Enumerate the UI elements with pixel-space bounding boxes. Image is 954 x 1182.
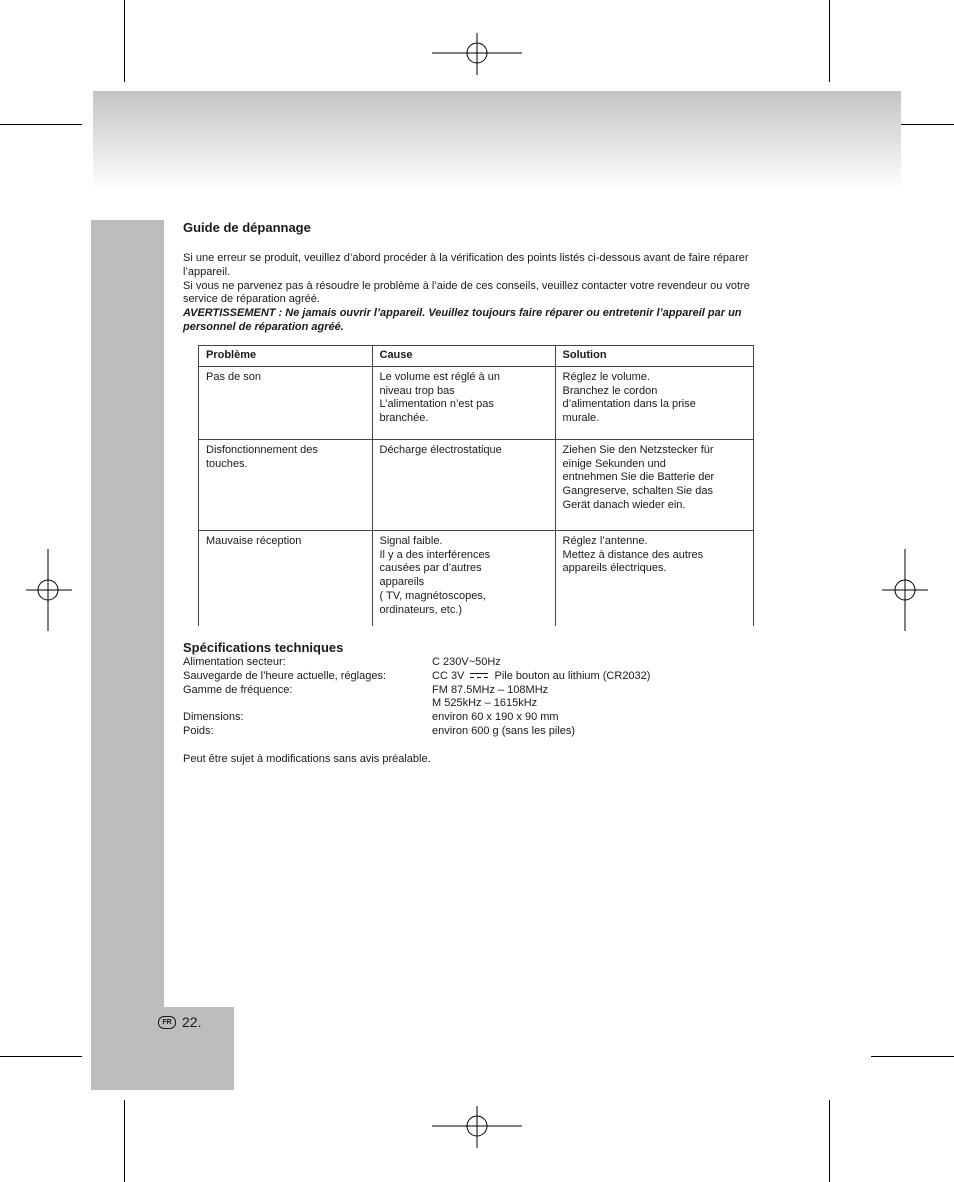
spec-label: Alimentation secteur: bbox=[183, 656, 286, 668]
page-footer bbox=[158, 1014, 201, 1030]
spec-value: Pile bouton au lithium (CR2032) bbox=[494, 669, 651, 682]
crop-mark bbox=[124, 0, 125, 82]
cell-line: L’alimentation n’est pas bbox=[379, 398, 494, 411]
cell-line: appareils électriques. bbox=[562, 562, 667, 575]
spec-row bbox=[183, 697, 783, 711]
cell-problem bbox=[199, 530, 373, 626]
specs-section bbox=[183, 640, 783, 767]
crop-mark bbox=[829, 1100, 830, 1182]
registration-mark-right bbox=[882, 549, 928, 631]
intro-paragraph-2: Si vous ne parvenez pas à résoudre le problème à l’aide de ces conseils, veuillez contacter votre revendeur ou votre service de réparation agréé. bbox=[183, 279, 750, 306]
table-row bbox=[199, 530, 754, 626]
crop-mark bbox=[124, 1100, 125, 1182]
spec-row bbox=[183, 670, 783, 684]
cell-line: ( TV, magnétoscopes, bbox=[379, 589, 486, 602]
cell-line: Le volume est réglé à un bbox=[379, 370, 500, 383]
troubleshooting-section bbox=[183, 220, 783, 335]
cell-problem bbox=[199, 439, 373, 530]
dc-symbol-icon bbox=[470, 672, 488, 679]
spec-value: C 230V~50Hz bbox=[432, 656, 501, 668]
header-solution: Solution bbox=[555, 346, 753, 367]
cell-cause bbox=[372, 439, 555, 530]
warning-text: AVERTISSEMENT : Ne jamais ouvrir l’appareil. Veuillez toujours faire réparer ou entretenir l’appareil par un personnel de réparation agréé. bbox=[183, 307, 742, 333]
cell-line: Gangreserve, schalten Sie das bbox=[562, 485, 713, 498]
spec-label: Poids: bbox=[183, 724, 214, 737]
cell-line: d’alimentation dans la prise bbox=[562, 398, 696, 411]
spec-label: Dimensions: bbox=[183, 711, 244, 724]
cell-line: Il y a des interférences bbox=[379, 548, 491, 561]
crop-mark bbox=[0, 1056, 82, 1057]
cell-line: Disfonctionnement des bbox=[206, 443, 318, 456]
cell-line: Signal faible. bbox=[379, 534, 443, 547]
spec-value: environ 600 g (sans les piles) bbox=[432, 724, 576, 737]
cell-solution bbox=[555, 530, 753, 626]
cell-line: Réglez l’antenne. bbox=[562, 534, 648, 547]
registration-mark-left bbox=[26, 549, 72, 631]
registration-mark-bottom bbox=[432, 1106, 522, 1148]
cell-line: Pas de son bbox=[206, 370, 262, 383]
cell-cause bbox=[372, 530, 555, 626]
intro-paragraph-1: Si une erreur se produit, veuillez d’abord procéder à la vérification des points listés ci-dessous avant de faire réparer l’appareil. bbox=[183, 252, 749, 278]
side-strip bbox=[91, 220, 164, 1090]
header-cause: Cause bbox=[372, 346, 555, 367]
cell-cause bbox=[372, 366, 555, 439]
cell-line: einige Sekunden und bbox=[562, 457, 666, 470]
crop-mark bbox=[0, 124, 82, 125]
cell-line: appareils bbox=[379, 576, 425, 589]
page-number: 22. bbox=[182, 1014, 202, 1030]
spec-value: FM 87.5MHz – 108MHz bbox=[432, 683, 549, 696]
cell-line: Réglez le volume. bbox=[562, 370, 650, 383]
cell-line: Ziehen Sie den Netzstecker für bbox=[562, 443, 714, 456]
specs-note: Peut être sujet à modifications sans avis préalable. bbox=[183, 752, 431, 765]
troubleshooting-title: Guide de dépannage bbox=[183, 220, 311, 235]
registration-mark-top bbox=[432, 33, 522, 75]
table-row bbox=[199, 366, 754, 439]
table-header-row bbox=[199, 346, 754, 367]
cell-line: Branchez le cordon bbox=[562, 384, 658, 397]
cell-line: entnehmen Sie die Batterie der bbox=[562, 471, 715, 484]
cell-line: ordinateurs, etc.) bbox=[379, 603, 463, 616]
cell-line: niveau trop bas bbox=[379, 384, 455, 397]
header-problem: Problème bbox=[199, 346, 373, 367]
crop-mark bbox=[829, 0, 830, 82]
cell-problem bbox=[199, 366, 373, 439]
cell-line: Mauvaise réception bbox=[206, 534, 302, 547]
spec-value: M 525kHz – 1615kHz bbox=[432, 697, 538, 710]
spec-value-prefix: CC 3V bbox=[432, 669, 465, 682]
spec-row bbox=[183, 711, 783, 725]
crop-mark bbox=[871, 1056, 954, 1057]
language-badge: FR bbox=[158, 1016, 176, 1029]
troubleshooting-table bbox=[198, 345, 754, 626]
cell-solution bbox=[555, 439, 753, 530]
cell-solution bbox=[555, 366, 753, 439]
header-band bbox=[93, 91, 901, 191]
cell-line: touches. bbox=[206, 457, 248, 470]
spec-row bbox=[183, 656, 783, 670]
spec-value: environ 60 x 190 x 90 mm bbox=[432, 711, 559, 724]
cell-line: causées par d’autres bbox=[379, 562, 482, 575]
spec-label: Sauvegarde de l’heure actuelle, réglages: bbox=[183, 669, 387, 682]
spec-value-group bbox=[432, 670, 650, 684]
cell-line: Gerät danach wieder ein. bbox=[562, 498, 686, 511]
cell-line: murale. bbox=[562, 412, 600, 425]
spec-label bbox=[183, 697, 432, 711]
spec-row bbox=[183, 725, 783, 739]
spec-label: Gamme de fréquence: bbox=[183, 683, 293, 696]
table-row bbox=[199, 439, 754, 530]
cell-line: Décharge électrostatique bbox=[379, 443, 502, 456]
cell-line: branchée. bbox=[379, 412, 429, 425]
spec-row bbox=[183, 684, 783, 698]
specs-title: Spécifications techniques bbox=[183, 640, 344, 655]
cell-line: Mettez à distance des autres bbox=[562, 548, 704, 561]
